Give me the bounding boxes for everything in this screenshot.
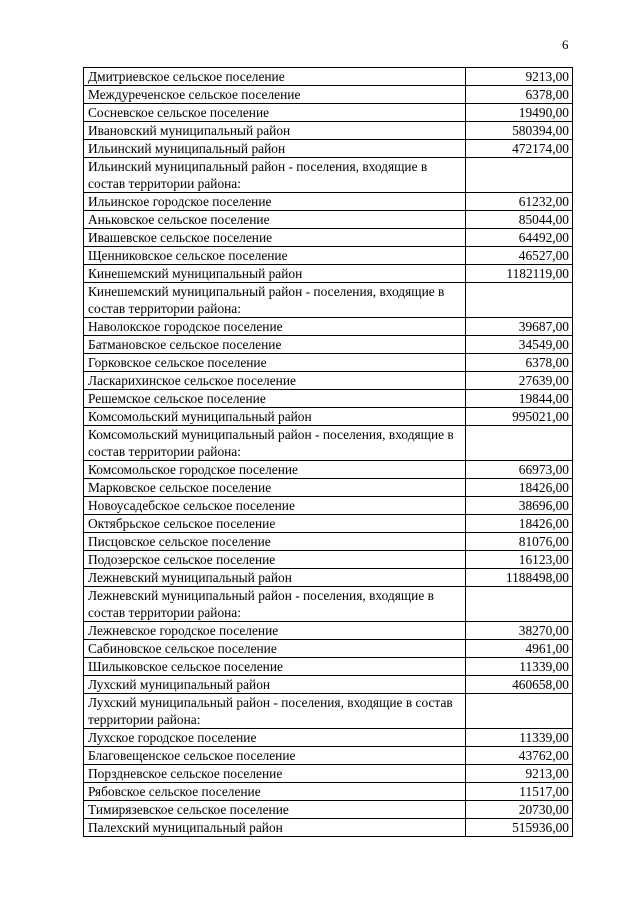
- table-row: [84, 676, 573, 694]
- row-value: [466, 158, 573, 193]
- row-value: 85044,00: [466, 211, 573, 229]
- table-row: [84, 122, 573, 140]
- table-row: [84, 336, 573, 354]
- table-row: [84, 461, 573, 479]
- table-row: [84, 729, 573, 747]
- allocation-table: [83, 67, 573, 837]
- row-name: Лежневский муниципальный район - поселения, входящие в состав территории района:: [84, 587, 466, 622]
- row-value: 34549,00: [466, 336, 573, 354]
- row-name: Батмановское сельское поселение: [84, 336, 466, 354]
- row-name: Щенниковское сельское поселение: [84, 247, 466, 265]
- row-value: 11517,00: [466, 783, 573, 801]
- row-name: Рябовское сельское поселение: [84, 783, 466, 801]
- row-value: 1182119,00: [466, 265, 573, 283]
- row-value: 11339,00: [466, 658, 573, 676]
- row-value: [466, 426, 573, 461]
- table-row: [84, 622, 573, 640]
- row-name: Порздневское сельское поселение: [84, 765, 466, 783]
- table-row: [84, 283, 573, 318]
- table-row: [84, 354, 573, 372]
- row-name: Палехский муниципальный район: [84, 819, 466, 837]
- page-number: 6: [562, 37, 569, 52]
- row-name: Междуреченское сельское поселение: [84, 86, 466, 104]
- row-value: 472174,00: [466, 140, 573, 158]
- row-name: Новоусадебское сельское поселение: [84, 497, 466, 515]
- row-value: 19490,00: [466, 104, 573, 122]
- row-name: Писцовское сельское поселение: [84, 533, 466, 551]
- row-value: 81076,00: [466, 533, 573, 551]
- row-value: 18426,00: [466, 515, 573, 533]
- table-row: [84, 569, 573, 587]
- row-name: Ивашевское сельское поселение: [84, 229, 466, 247]
- row-value: 66973,00: [466, 461, 573, 479]
- row-name: Лежневский муниципальный район: [84, 569, 466, 587]
- table-row: [84, 318, 573, 336]
- row-value: 64492,00: [466, 229, 573, 247]
- row-name: Ильинский муниципальный район - поселения, входящие в состав территории района:: [84, 158, 466, 193]
- row-name: Ивановский муниципальный район: [84, 122, 466, 140]
- table-row: [84, 68, 573, 86]
- row-name: Сабиновское сельское поселение: [84, 640, 466, 658]
- row-value: 995021,00: [466, 408, 573, 426]
- row-name: Ласкарихинское сельское поселение: [84, 372, 466, 390]
- row-name: Лухский муниципальный район - поселения, входящие в состав территории района:: [84, 694, 466, 729]
- row-name: Лухский муниципальный район: [84, 676, 466, 694]
- row-value: 38696,00: [466, 497, 573, 515]
- table-row: [84, 801, 573, 819]
- row-name: Ильинское городское поселение: [84, 193, 466, 211]
- table-row: [84, 819, 573, 837]
- row-name: Лежневское городское поселение: [84, 622, 466, 640]
- table-row: [84, 765, 573, 783]
- row-name: Комсомольское городское поселение: [84, 461, 466, 479]
- table-row: [84, 211, 573, 229]
- row-name: Шилыковское сельское поселение: [84, 658, 466, 676]
- row-name: Кинешемский муниципальный район: [84, 265, 466, 283]
- row-value: 27639,00: [466, 372, 573, 390]
- table-row: [84, 229, 573, 247]
- table-row: [84, 658, 573, 676]
- row-value: 46527,00: [466, 247, 573, 265]
- row-value: 515936,00: [466, 819, 573, 837]
- row-value: 16123,00: [466, 551, 573, 569]
- table-row: [84, 247, 573, 265]
- row-value: 1188498,00: [466, 569, 573, 587]
- table-row: [84, 426, 573, 461]
- row-name: Решемское сельское поселение: [84, 390, 466, 408]
- row-name: Наволокское городское поселение: [84, 318, 466, 336]
- row-name: Ильинский муниципальный район: [84, 140, 466, 158]
- row-value: [466, 694, 573, 729]
- table-row: [84, 372, 573, 390]
- table-row: [84, 551, 573, 569]
- row-value: 38270,00: [466, 622, 573, 640]
- row-value: [466, 587, 573, 622]
- row-name: Марковское сельское поселение: [84, 479, 466, 497]
- row-name: Комсомольский муниципальный район: [84, 408, 466, 426]
- table-row: [84, 587, 573, 622]
- row-value: 20730,00: [466, 801, 573, 819]
- row-name: Горковское сельское поселение: [84, 354, 466, 372]
- row-name: Октябрьское сельское поселение: [84, 515, 466, 533]
- table-row: [84, 104, 573, 122]
- table-row: [84, 479, 573, 497]
- table-row: [84, 86, 573, 104]
- row-name: Подозерское сельское поселение: [84, 551, 466, 569]
- row-name: Лухское городское поселение: [84, 729, 466, 747]
- table-row: [84, 497, 573, 515]
- row-name: Дмитриевское сельское поселение: [84, 68, 466, 86]
- row-value: [466, 283, 573, 318]
- table-row: [84, 193, 573, 211]
- row-value: 39687,00: [466, 318, 573, 336]
- table-row: [84, 140, 573, 158]
- row-value: 9213,00: [466, 68, 573, 86]
- table-row: [84, 390, 573, 408]
- table-row: [84, 408, 573, 426]
- table-row: [84, 747, 573, 765]
- row-value: 19844,00: [466, 390, 573, 408]
- row-value: 580394,00: [466, 122, 573, 140]
- table-row: [84, 640, 573, 658]
- table-row: [84, 158, 573, 193]
- row-name: Тимирязевское сельское поселение: [84, 801, 466, 819]
- row-value: 18426,00: [466, 479, 573, 497]
- table-row: [84, 515, 573, 533]
- row-value: 4961,00: [466, 640, 573, 658]
- table-row: [84, 783, 573, 801]
- table-row: [84, 533, 573, 551]
- row-value: 460658,00: [466, 676, 573, 694]
- row-name: Комсомольский муниципальный район - поселения, входящие в состав территории района:: [84, 426, 466, 461]
- row-value: 61232,00: [466, 193, 573, 211]
- row-value: 6378,00: [466, 86, 573, 104]
- row-name: Благовещенское сельское поселение: [84, 747, 466, 765]
- row-value: 9213,00: [466, 765, 573, 783]
- row-name: Сосневское сельское поселение: [84, 104, 466, 122]
- row-value: 6378,00: [466, 354, 573, 372]
- row-name: Кинешемский муниципальный район - поселения, входящие в состав территории района:: [84, 283, 466, 318]
- row-value: 11339,00: [466, 729, 573, 747]
- table-row: [84, 265, 573, 283]
- row-value: 43762,00: [466, 747, 573, 765]
- table-row: [84, 694, 573, 729]
- row-name: Аньковское сельское поселение: [84, 211, 466, 229]
